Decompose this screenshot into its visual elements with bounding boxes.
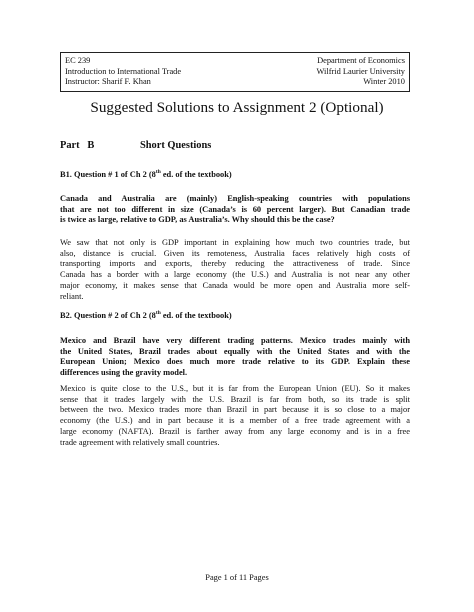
document-title: Suggested Solutions to Assignment 2 (Optional) [90,99,384,116]
b1-question-line: is twice as large, relative to GDP, as Australia’s. Why should this be the case? [60,215,335,225]
b2-answer [60,384,410,448]
b2-question-line: Mexico and Brazil have very different trading patterns. Mexico trades mainly with [60,336,410,345]
b1-heading-post: ed. of the textbook) [160,170,232,179]
b1-answer-line: transporting imports and exports, thereby reducing the attractiveness of trade. Since [60,259,410,269]
b1-question-line: Canada and Australia are (mainly) English-speaking countries with populations [60,194,410,203]
course-info [61,53,235,91]
b1-heading [60,169,232,180]
b1-answer-line: major economy, it makes sense that Canada would be more open and Australia more self- [60,280,410,290]
b2-question-line: the United States, Brazil trades about equally with the United States and with the [60,346,410,356]
b2-answer-line: large economy (NAFTA). Brazil is farther away from any large economy and is in a free [60,426,410,436]
instructor: Instructor: Sharif F. Khan [65,77,151,87]
b1-question [60,194,410,226]
b2-question-line: differences using the gravity model. [60,368,188,378]
b1-heading-sup: th [155,169,161,176]
b1-answer-line: Canada has a border with a large economy (the U.S.) and Australia is not near any other [60,270,410,280]
department: Department of Economics [317,56,405,65]
university: Wilfrid Laurier University [316,66,405,76]
b1-answer-line: reliant. [60,291,84,301]
course-code: EC 239 [65,56,91,65]
b2-heading-pre: B2. Question # 2 of Ch 2 (8 [60,311,156,320]
b2-answer-line: economy (the U.S.) and in part because it is a member of a free trade agreement with a [60,416,410,426]
b1-heading-pre: B1. Question # 1 of Ch 2 (8 [60,170,156,179]
b2-heading-post: ed. of the textbook) [160,311,232,320]
b2-question-line: European Union; Mexico does much more trade relative to its GDP. Explain these [60,357,410,367]
b2-heading-sup: th [155,310,161,317]
page-number-footer: Page 1 of 11 Pages [205,573,269,582]
term: Winter 2010 [363,77,405,87]
department-info [235,53,409,91]
course-header-box [60,52,410,92]
course-name: Introduction to International Trade [65,66,182,76]
b1-question-line: that are not too different in size (Canada’s is 60 percent larger). But Canadian trade [60,204,410,214]
b2-answer-line: trade agreement with relatively small countries. [60,437,220,447]
b2-answer-line: between the two. Mexico trades more than Brazil in part because it is so close to a major [60,405,410,415]
b1-answer-line: We saw that not only is GDP important in explaining how much two countries trade, but [60,238,410,247]
b2-answer-line: sense that it trades largely with the U.S. Brazil is far from both, so its trade is split [60,394,410,404]
part-label: Part B [60,140,95,151]
b2-question [60,336,410,379]
b2-heading [60,310,232,321]
part-heading [60,140,211,152]
b2-answer-line: Mexico is quite close to the U.S., but it is far from the European Union (EU). So it makes [60,384,410,393]
part-subtitle: Short Questions [140,140,212,151]
b1-answer [60,238,410,302]
b1-answer-line: also, distance is crucial. Given its remoteness, Australia faces relatively high costs of [60,248,410,258]
